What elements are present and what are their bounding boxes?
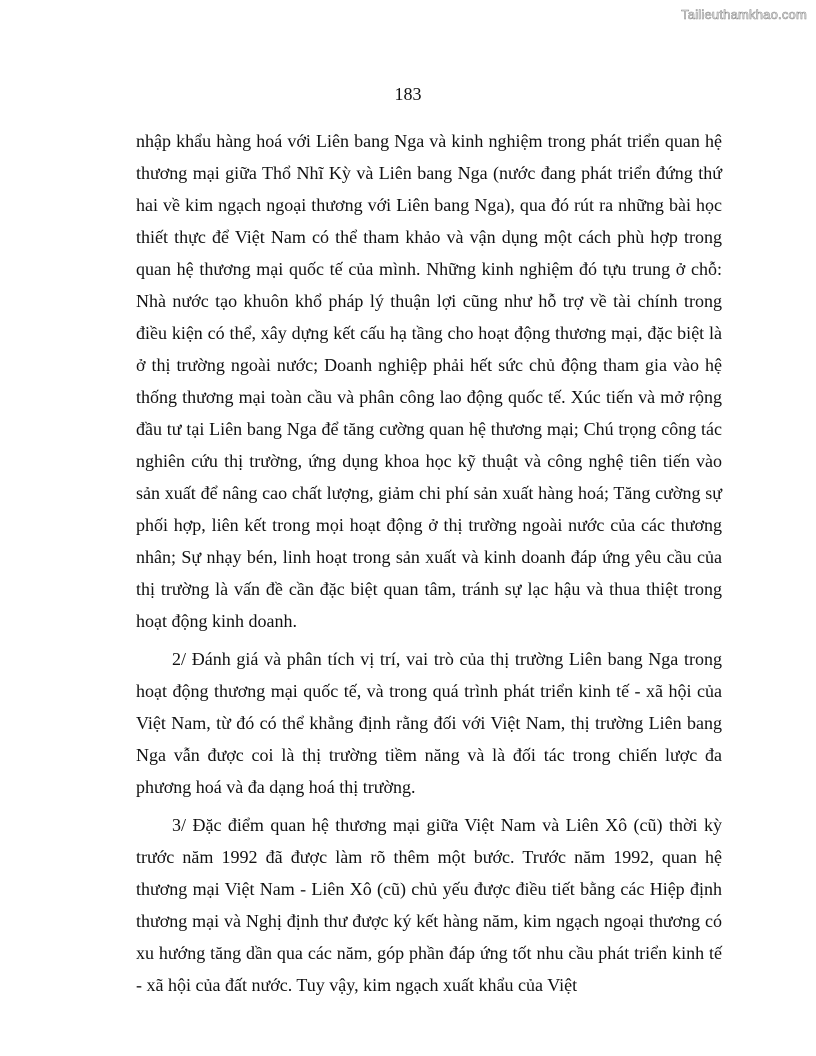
paragraph-point-3: 3/ Đặc điểm quan hệ thương mại giữa Việt Nam và Liên Xô (cũ) thời kỳ trước năm 1992 đã được làm rõ thêm một bước. Trước năm 1992, quan hệ thương mại Việt Nam - Liên Xô (cũ) chủ yếu được điều tiết bằng các Hiệp định thương mại và Nghị định thư được ký kết hàng năm, kim ngạch ngoại thương có xu hướng tăng dần qua các năm, góp phần đáp ứng tốt nhu cầu phát triển kinh tế - xã hội của đất nước. Tuy vậy, kim ngạch xuất khẩu của Việt bbox=[136, 815, 722, 995]
document-body bbox=[136, 125, 722, 1001]
paragraph-continuation: nhập khẩu hàng hoá với Liên bang Nga và kinh nghiệm trong phát triển quan hệ thương mại giữa Thổ Nhĩ Kỳ và Liên bang Nga (nước đang phát triển đứng thứ hai về kim ngạch ngoại thương với Liên bang Nga), qua đó rút ra những bài học thiết thực để Việt Nam có thể tham khảo và vận dụng một cách phù hợp trong quan hệ thương mại quốc tế của mình. Những kinh nghiệm đó tựu trung ở chỗ: Nhà nước tạo khuôn khổ pháp lý thuận lợi cũng như hỗ trợ về tài chính trong điều kiện có thể, xây dựng kết cấu hạ tầng cho hoạt động thương mại, đặc biệt là ở thị trường ngoài nước; Doanh nghiệp phải hết sức chủ động tham gia vào hệ thống thương mại toàn cầu và phân công lao động quốc tế. Xúc tiến và mở rộng đầu tư tại Liên bang Nga để tăng cường quan hệ thương mại; Chú trọng công tác nghiên cứu thị trường, ứng dụng khoa học kỹ thuật và công nghệ tiên tiến vào sản xuất để nâng cao chất lượng, giảm chi phí sản xuất hàng hoá; Tăng cường sự phối hợp, liên kết trong mọi hoạt động ở thị trường ngoài nước của các thương nhân; Sự nhạy bén, linh hoạt trong sản xuất và kinh doanh đáp ứng yêu cầu của thị trường là vấn đề cần đặc biệt quan tâm, tránh sự lạc hậu và thua thiệt trong hoạt động kinh doanh. bbox=[136, 131, 722, 631]
watermark-logo-text: Tailieuthamkhao.com bbox=[681, 7, 807, 22]
paragraph-point-2: 2/ Đánh giá và phân tích vị trí, vai trò của thị trường Liên bang Nga trong hoạt động thương mại quốc tế, và trong quá trình phát triển kinh tế - xã hội của Việt Nam, từ đó có thể khẳng định rằng đối với Việt Nam, thị trường Liên bang Nga vẫn được coi là thị trường tiềm năng và là đối tác trong chiến lược đa phương hoá và đa dạng hoá thị trường. bbox=[136, 649, 722, 797]
page-number: 183 bbox=[394, 84, 422, 104]
